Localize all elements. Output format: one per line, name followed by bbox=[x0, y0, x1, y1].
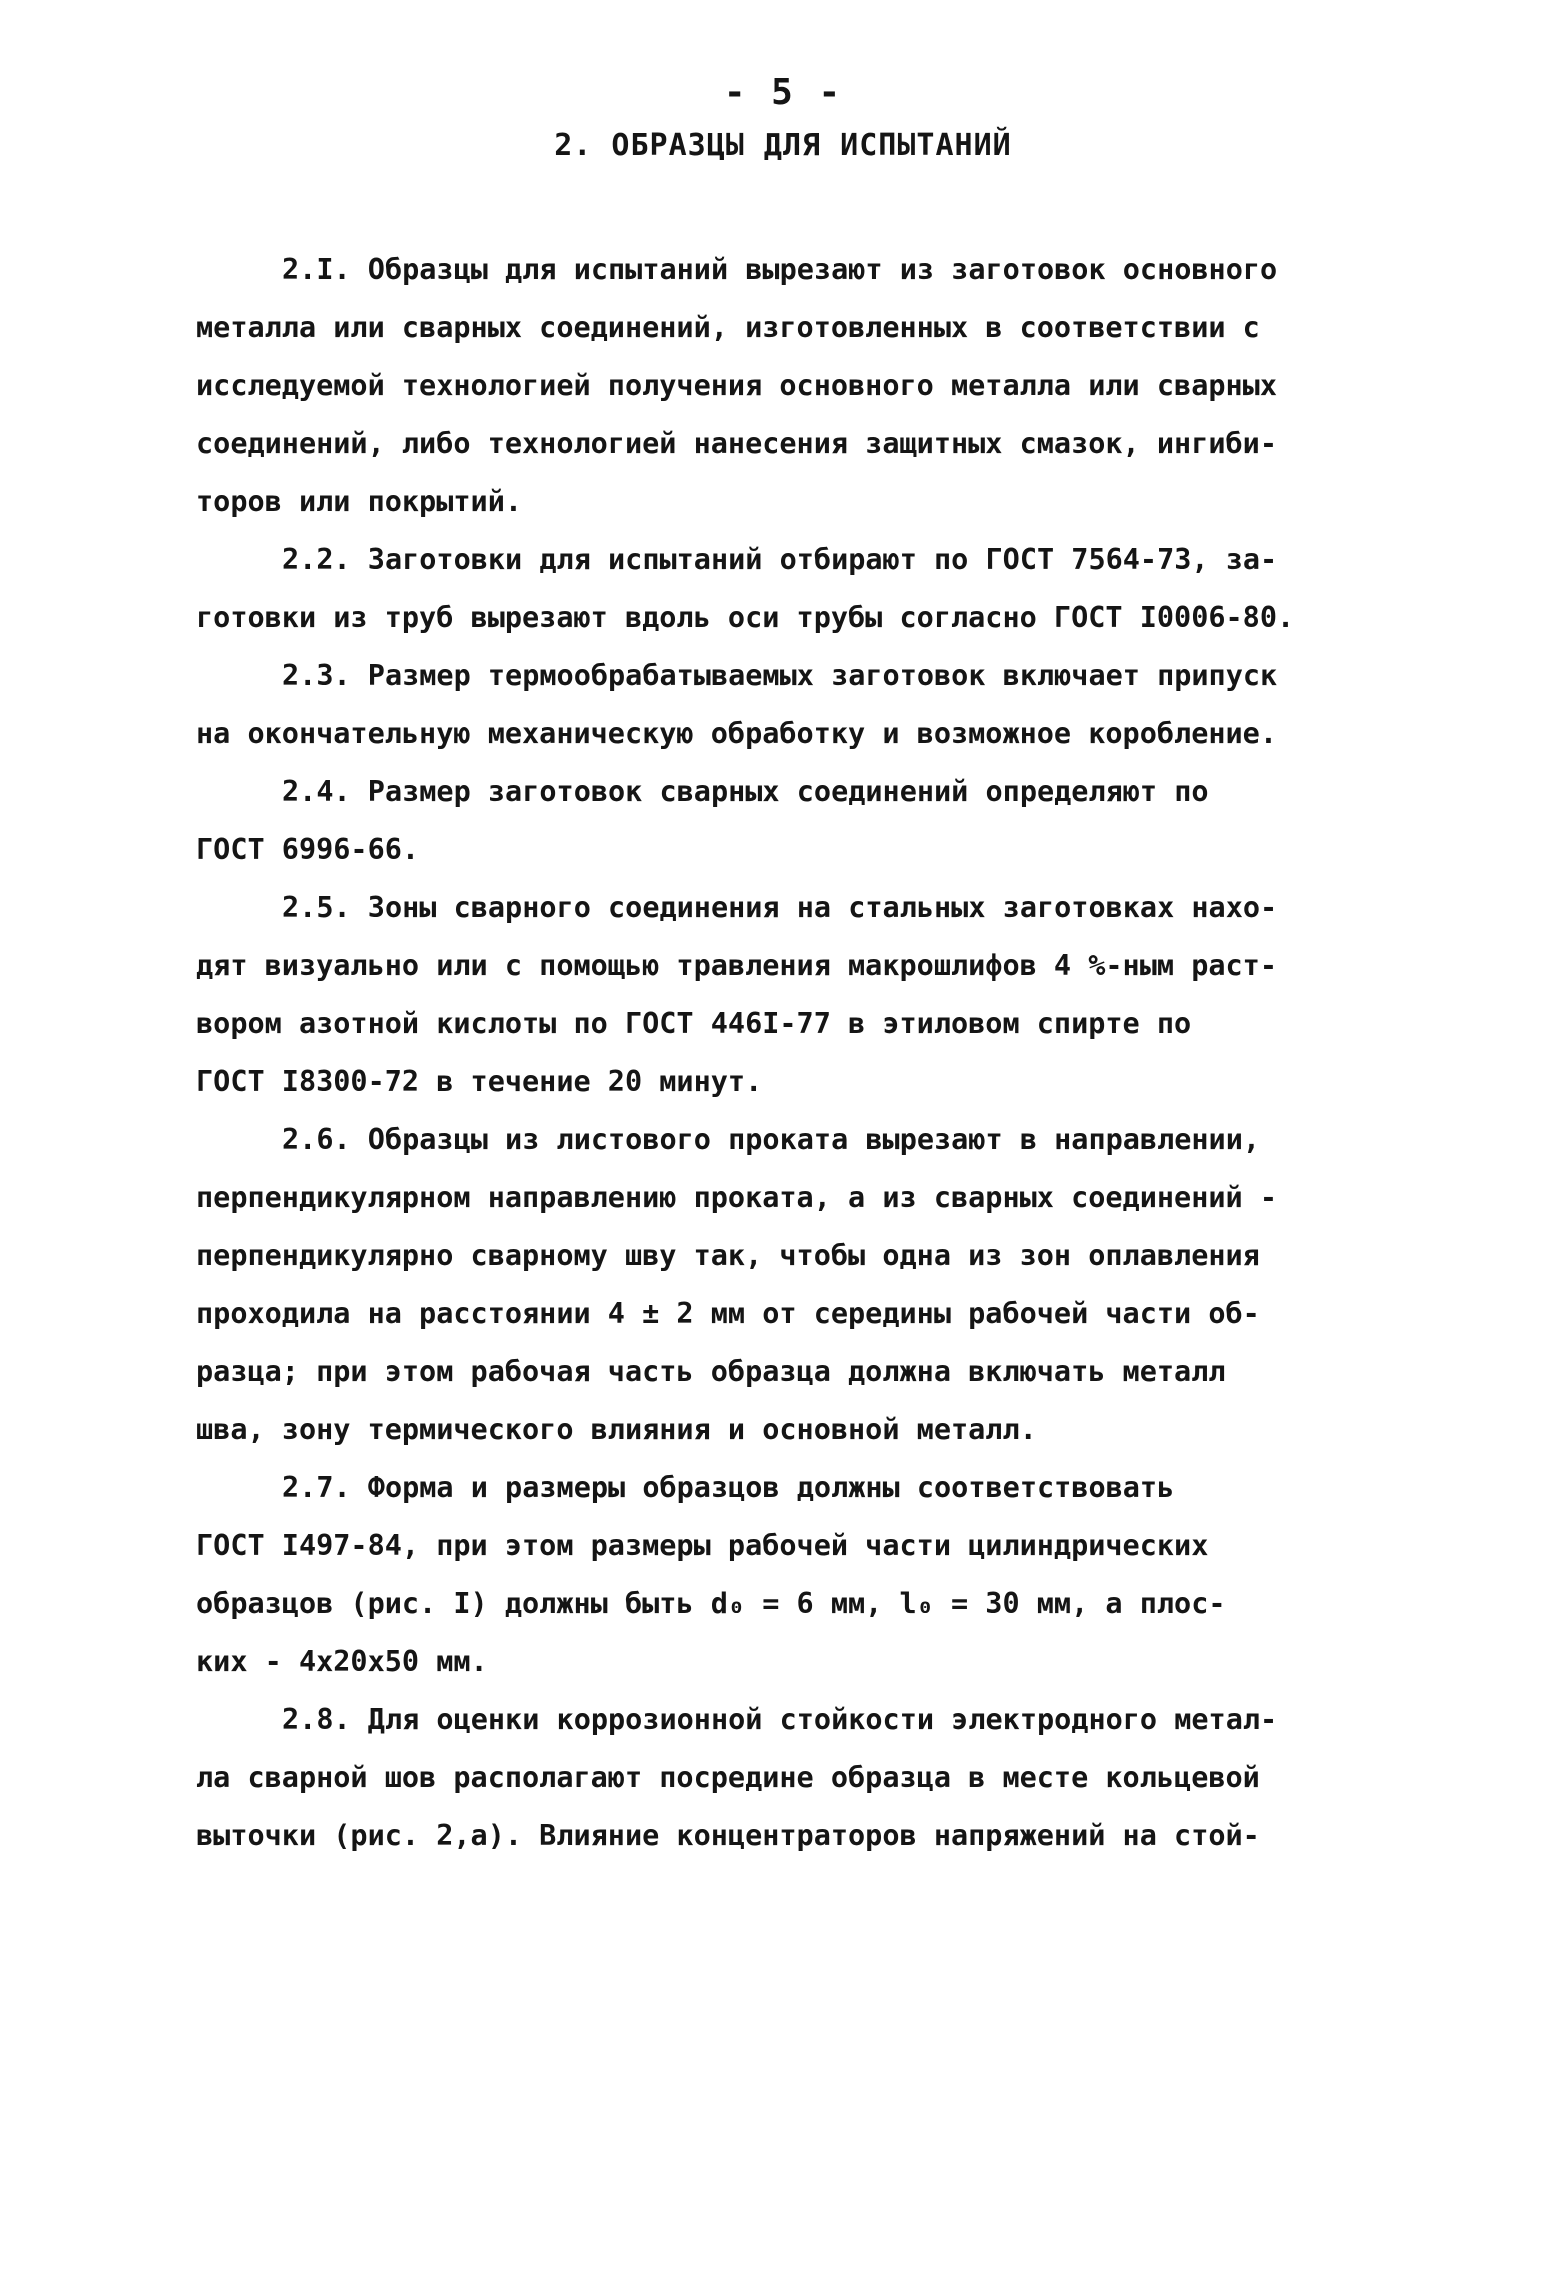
paragraph-line: вором азотной кислоты по ГОСТ 446I-77 в этиловом спирте по bbox=[196, 1007, 1192, 1040]
paragraph-line: ГОСТ I8300-72 в течение 20 минут. bbox=[196, 1065, 763, 1098]
paragraph-line: перпендикулярном направлению проката, а из сварных соединений - bbox=[196, 1181, 1277, 1214]
paragraph-line: 2.4. Размер заготовок сварных соединений определяют по bbox=[282, 775, 1209, 808]
paragraph-line: готовки из труб вырезают вдоль оси трубы согласно ГОСТ I0006-80. bbox=[196, 601, 1295, 634]
paragraph-line: ла сварной шов располагают посредине образца в месте кольцевой bbox=[196, 1761, 1260, 1794]
paragraph-line: на окончательную механическую обработку и возможное коробление. bbox=[196, 717, 1277, 750]
section-title: 2. ОБРАЗЦЫ ДЛЯ ИСПЫТАНИЙ bbox=[554, 128, 1012, 163]
paragraph-line: соединений, либо технологией нанесения защитных смазок, ингиби- bbox=[196, 427, 1277, 460]
paragraph-line: дят визуально или с помощью травления макрошлифов 4 %-ным раст- bbox=[196, 949, 1277, 982]
paragraph-line: проходила на расстоянии 4 ± 2 мм от середины рабочей части об- bbox=[196, 1297, 1260, 1330]
page-number: - 5 - bbox=[723, 72, 843, 113]
paragraph-line: ГОСТ 6996-66. bbox=[196, 833, 420, 866]
blank-page-area bbox=[0, 1900, 1566, 2272]
paragraph-line: образцов (рис. I) должны быть d₀ = 6 мм, l₀ = 30 мм, а плос- bbox=[196, 1587, 1226, 1620]
paragraph-line: 2.I. Образцы для испытаний вырезают из заготовок основного bbox=[282, 253, 1278, 286]
paragraph-line: 2.3. Размер термообрабатываемых заготовок включает припуск bbox=[282, 659, 1278, 692]
paragraph-line: ГОСТ I497-84, при этом размеры рабочей части цилиндрических bbox=[196, 1529, 1209, 1562]
paragraph-line: ких - 4x20x50 мм. bbox=[196, 1645, 488, 1678]
paragraph-line: металла или сварных соединений, изготовленных в соответствии с bbox=[196, 311, 1260, 344]
paragraph-line: шва, зону термического влияния и основной металл. bbox=[196, 1413, 1037, 1446]
paragraph-line: исследуемой технологией получения основного металла или сварных bbox=[196, 369, 1277, 402]
paragraph-line: 2.6. Образцы из листового проката вырезают в направлении, bbox=[282, 1123, 1261, 1156]
paragraph-line: 2.8. Для оценки коррозионной стойкости электродного метал- bbox=[282, 1703, 1278, 1736]
paragraph-line: торов или покрытий. bbox=[196, 485, 523, 518]
paragraph-line: 2.2. Заготовки для испытаний отбирают по ГОСТ 7564-73, за- bbox=[282, 543, 1278, 576]
paragraph-line: перпендикулярно сварному шву так, чтобы одна из зон оплавления bbox=[196, 1239, 1260, 1272]
paragraph-line: 2.7. Форма и размеры образцов должны соответствовать bbox=[282, 1471, 1175, 1504]
paragraph-line: разца; при этом рабочая часть образца должна включать металл bbox=[196, 1355, 1226, 1388]
paragraph-line: выточки (рис. 2,а). Влияние концентраторов напряжений на стой- bbox=[196, 1819, 1260, 1852]
paragraph-line: 2.5. Зоны сварного соединения на стальных заготовках нахо- bbox=[282, 891, 1278, 924]
